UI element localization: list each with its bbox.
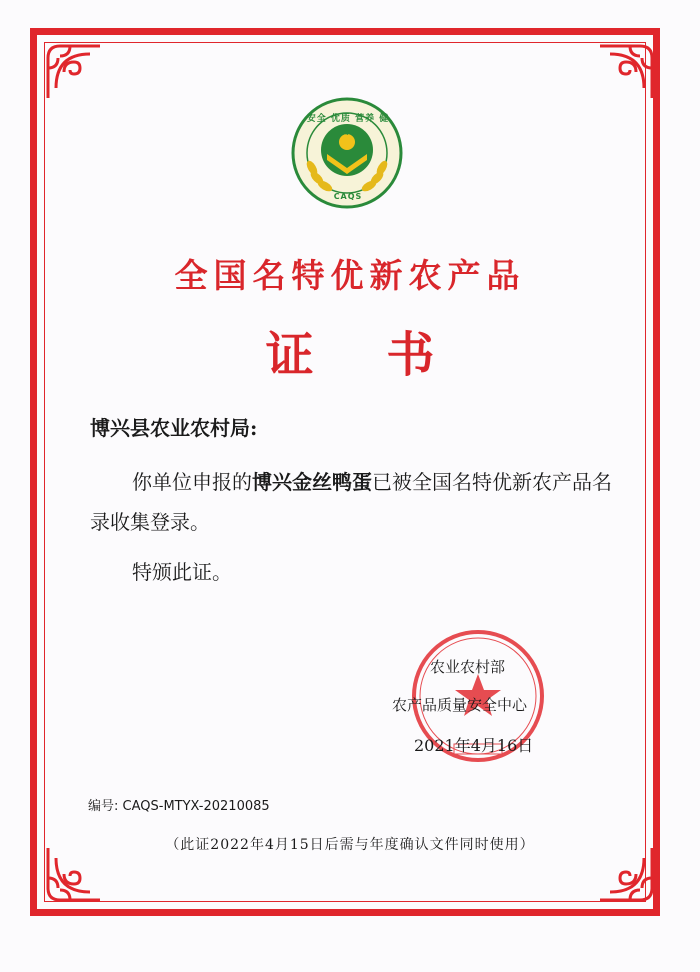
issuer-line-2: 农产品质量安全中心 [392, 696, 528, 714]
corner-ornament-icon [590, 38, 660, 108]
certificate-heading: 证 书 [265, 327, 463, 383]
logo-arc-text: 安全 优质 营养 健康 [306, 114, 390, 137]
addressee: 博兴县农业农村局: [90, 416, 258, 440]
certificate-title: 全国名特优新农产品 [174, 256, 526, 295]
serial-value: CAQS-MTYX-20210085 [122, 799, 270, 814]
serial-label: 编号: [88, 799, 119, 814]
body-suffix: 已被全国名特优新农产品名录收集登录。 [90, 470, 612, 534]
issue-date: 2021年4月16日 [414, 736, 534, 755]
closing-text: 特颁此证。 [132, 560, 232, 584]
corner-ornament-icon [40, 38, 110, 108]
logo-caqs-text: CAQS [333, 192, 363, 201]
certificate-body [90, 462, 620, 542]
serial-number [88, 795, 270, 814]
body-prefix: 你单位申报的 [132, 470, 252, 494]
issuer-line-1: 农业农村部 [430, 658, 506, 676]
product-name: 博兴金丝鸭蛋 [252, 470, 372, 494]
validity-note: （此证2022年4月15日后需与年度确认文件同时使用） [165, 837, 535, 853]
